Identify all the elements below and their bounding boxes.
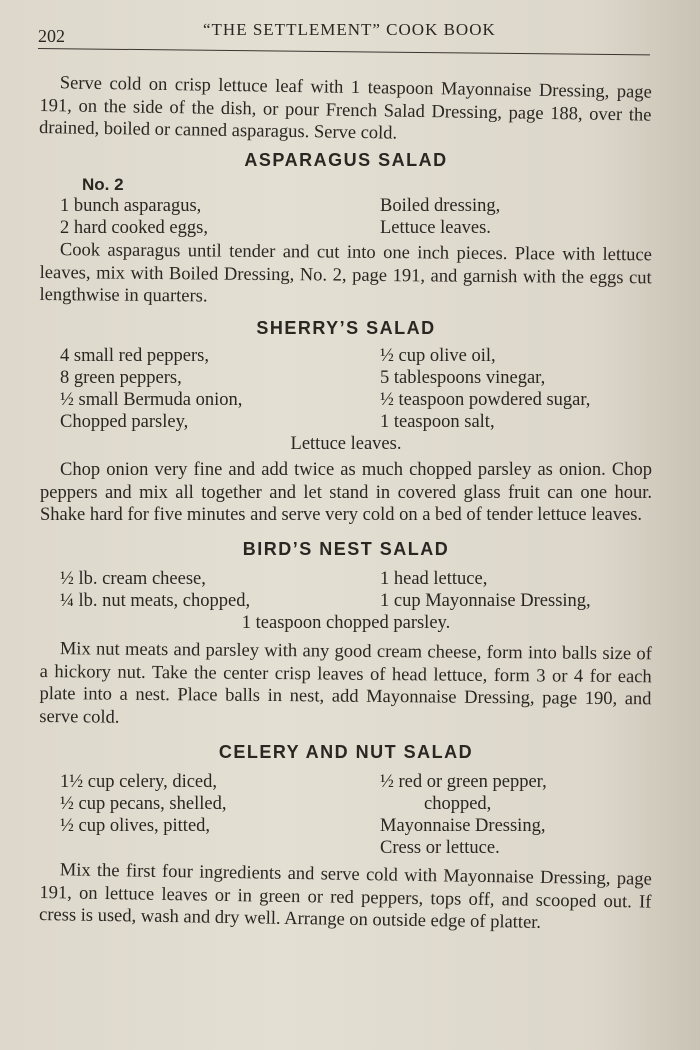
ingredient: 4 small red peppers, — [60, 346, 209, 366]
ingredient-centered: Lettuce leaves. — [290, 434, 402, 454]
ingredient-list — [60, 195, 652, 239]
recipe-title: SHERRY’S SALAD — [256, 318, 436, 338]
running-title: “THE SETTLEMENT” COOK BOOK — [203, 20, 496, 39]
ingredient: ½ red or green pepper, — [380, 771, 547, 792]
ingredient: ½ cup pecans, shelled, — [60, 793, 227, 814]
ingredient: ½ cup olive oil, — [380, 346, 496, 366]
recipe-birds-nest-salad — [40, 539, 652, 728]
page-content — [38, 72, 652, 933]
ingredient: 1 bunch asparagus, — [60, 195, 202, 216]
recipe-celery-and-nut-salad — [38, 741, 652, 933]
ingredient: ½ small Bermuda onion, — [60, 390, 243, 410]
recipe-method: Cook asparagus until tender and cut into one inch pieces. Place with lettuce leaves, mix with Boiled Dressing, No. 2, page 191, and garnish with the eggs cut lengthwise in quarters. — [39, 239, 652, 306]
ingredient: 5 tablespoons vinegar, — [380, 368, 546, 388]
ingredient: ½ teaspoon powdered sugar, — [380, 390, 591, 410]
recipe-method: Mix nut meats and parsley with any good cream cheese, form into balls size of a hickory nut. Take the center crisp leaves of head lettuce, form 3 or 4 for each plate into a nest. Place balls in nest, add Mayonnaise Dressing, page 190, and serve cold. — [39, 638, 652, 727]
ingredient: Mayonnaise Dressing, — [380, 815, 546, 836]
recipe-asparagus-salad — [40, 150, 652, 307]
ingredient: 1 teaspoon salt, — [380, 412, 495, 432]
ingredient: 1½ cup celery, diced, — [60, 771, 218, 792]
ingredient: ¼ lb. nut meats, chopped, — [60, 590, 251, 611]
recipe-subtitle: No. 2 — [82, 174, 124, 194]
ingredient: 1 cup Mayonnaise Dressing, — [380, 590, 591, 611]
ingredient-centered: 1 teaspoon chopped parsley. — [241, 612, 451, 633]
ingredient: Cress or lettuce. — [380, 837, 500, 858]
ingredient: chopped, — [424, 793, 492, 814]
page-header — [38, 20, 648, 50]
ingredient: ½ lb. cream cheese, — [60, 568, 206, 589]
ingredient — [60, 837, 380, 859]
recipe-method: Mix the first four ingredients and serve cold with Mayonnaise Dressing, page 191, on lettuce leaves or in green or red peppers, tops off, and scooped out. If cress is used, wash and dry well. Arrange on outside edge of platter. — [38, 859, 652, 933]
ingredient: ½ cup olives, pitted, — [60, 815, 211, 836]
ingredient-list — [60, 568, 652, 612]
ingredient: 2 hard cooked eggs, — [60, 217, 208, 238]
ingredient: Lettuce leaves. — [380, 217, 491, 238]
ingredient: Chopped parsley, — [60, 412, 189, 432]
recipe-title: CELERY AND NUT SALAD — [218, 741, 474, 762]
ingredient-list — [60, 771, 652, 859]
recipe-title: BIRD’S NEST SALAD — [242, 538, 450, 559]
ingredient: 1 head lettuce, — [380, 568, 488, 589]
page-number: 202 — [38, 26, 65, 46]
recipe-title: ASPARAGUS SALAD — [244, 149, 448, 170]
recipe-sherrys-salad — [40, 318, 652, 527]
recipe-method: Chop onion very fine and add twice as much chopped parsley as onion. Chop peppers and mix all together and let stand in covered glass fruit can one hour. Shake hard for five minutes and serve very cold on a bed of tender lettuce leaves. — [40, 460, 652, 525]
intro-paragraph: Serve cold on crisp lettuce leaf with 1 teaspoon Mayonnaise Dressing, page 191, on the side of the dish, or pour French Salad Dressing, page 188, over the drained, boiled or canned asparagus. Serve cold. — [38, 73, 652, 144]
ingredient: Boiled dressing, — [380, 195, 501, 216]
ingredient: 8 green peppers, — [60, 368, 182, 388]
ingredient-list — [60, 345, 652, 433]
